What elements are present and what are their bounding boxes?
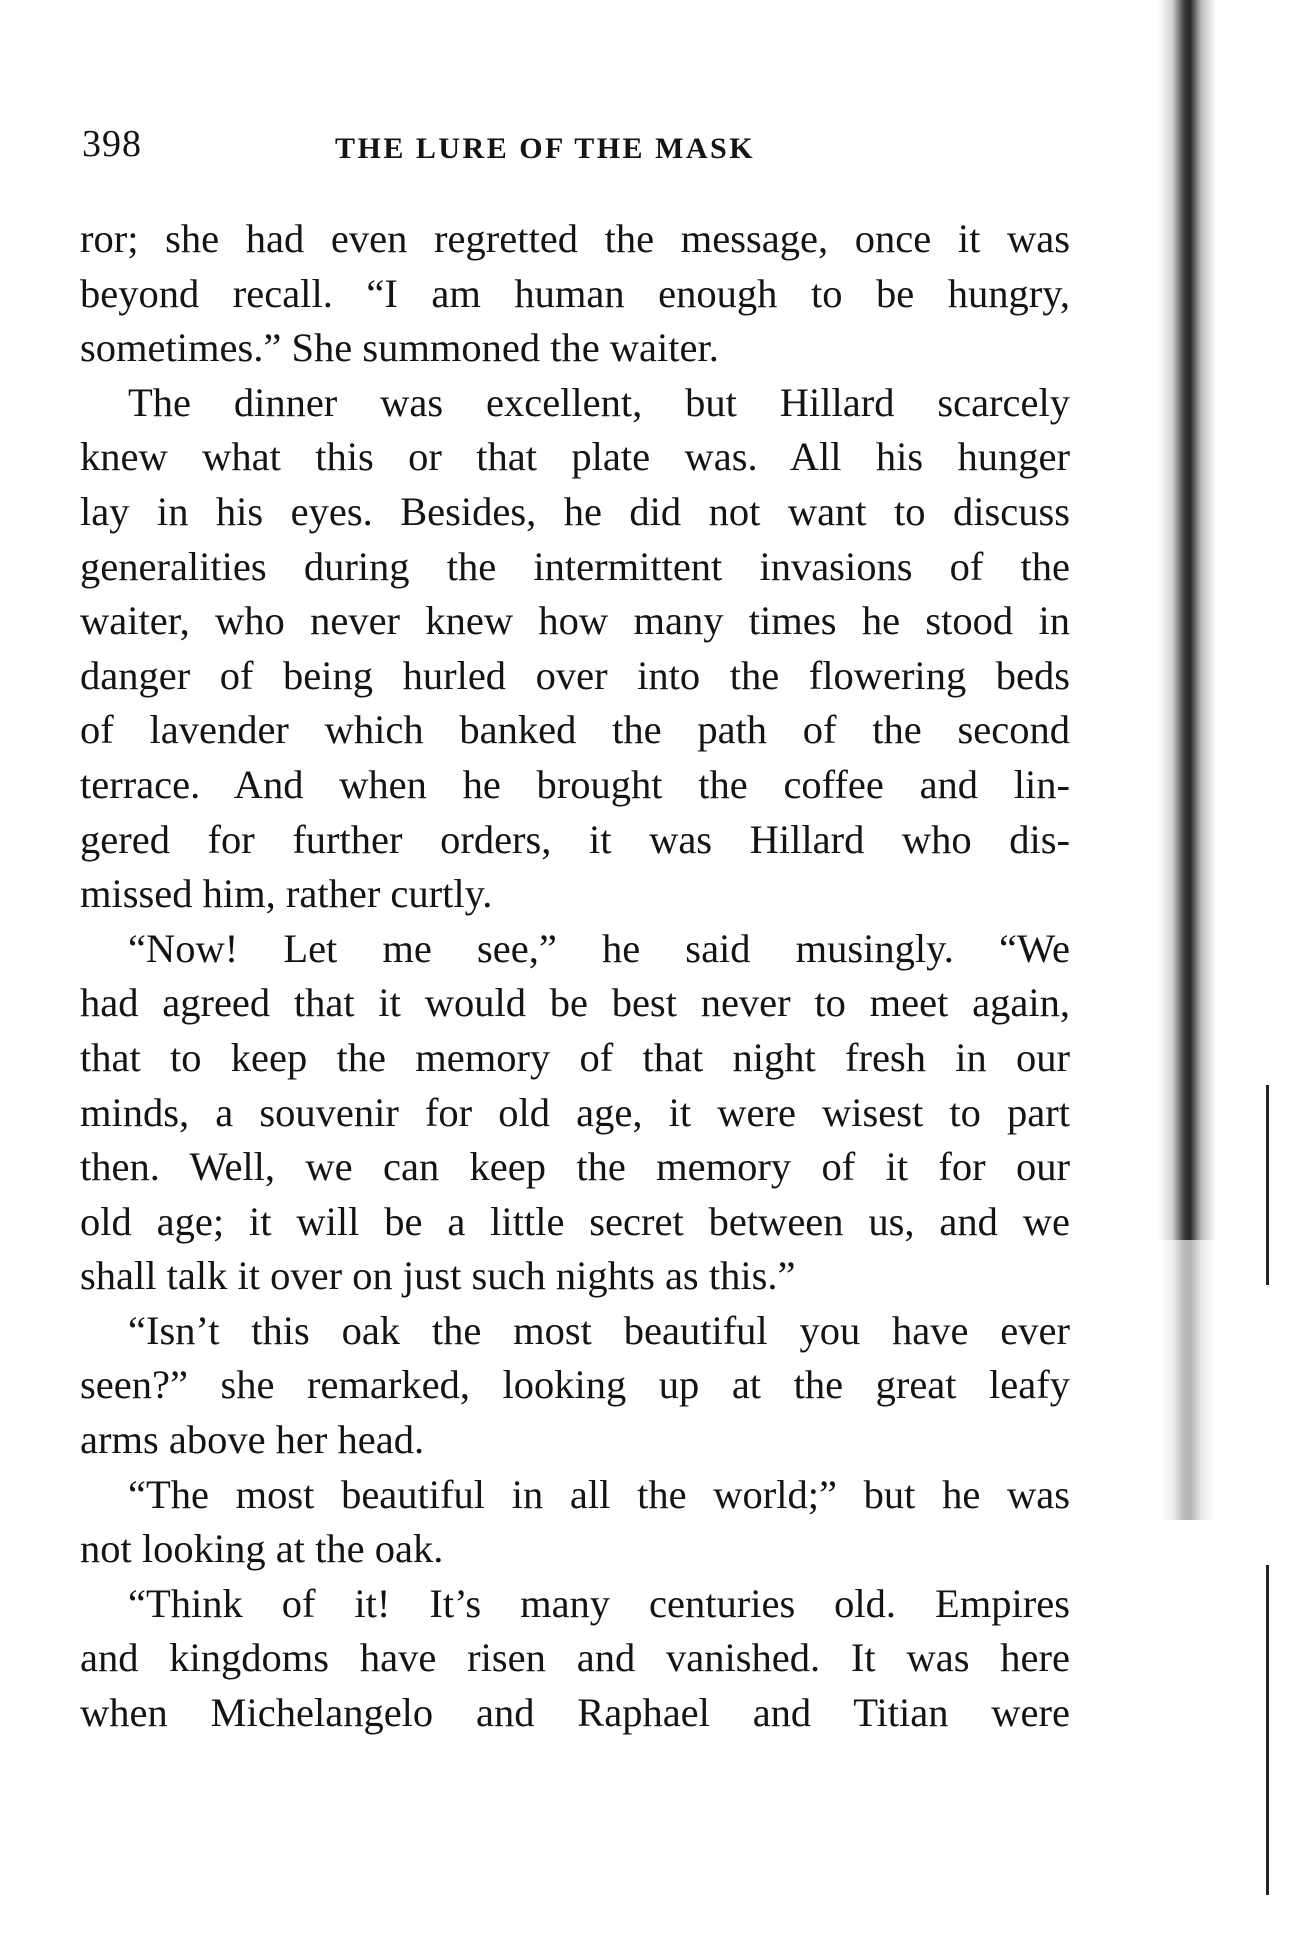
text-line: terrace. And when he brought the coffee and lin- xyxy=(80,761,1070,807)
text-line: knew what this or that plate was. All his hunger xyxy=(80,434,1070,480)
text-line: and kingdoms have risen and vanished. It was here xyxy=(80,1635,1070,1681)
text-line: lay in his eyes. Besides, he did not want to discuss xyxy=(80,488,1070,534)
text-line: old age; it will be a little secret between us, and we xyxy=(80,1198,1070,1244)
text-line: sometimes.” She summoned the waiter. xyxy=(80,325,719,371)
text-line: “Isn’t this oak the most beautiful you have ever xyxy=(128,1307,1070,1353)
text-line: of lavender which banked the path of the second xyxy=(80,707,1070,753)
text-line: then. Well, we can keep the memory of it for our xyxy=(80,1144,1070,1190)
text-line: not looking at the oak. xyxy=(80,1526,444,1572)
running-title: THE LURE OF THE MASK xyxy=(335,132,756,165)
text-line: had agreed that it would be best never to meet again, xyxy=(80,980,1070,1026)
text-line: “Think of it! It’s many centuries old. Empires xyxy=(128,1580,1070,1626)
text-line: that to keep the memory of that night fresh in our xyxy=(80,1034,1070,1080)
text-line: shall talk it over on just such nights as this.” xyxy=(80,1253,796,1299)
text-line: waiter, who never knew how many times he stood in xyxy=(80,598,1070,644)
page-number: 398 xyxy=(82,123,142,165)
text-line: seen?” she remarked, looking up at the great leafy xyxy=(80,1362,1070,1408)
text-line: arms above her head. xyxy=(80,1417,425,1463)
text-line: beyond recall. “I am human enough to be hungry, xyxy=(80,270,1070,316)
binding-shadow-lower xyxy=(1158,1240,1216,1520)
text-line: “Now! Let me see,” he said musingly. “We xyxy=(128,925,1070,971)
page-edge-line xyxy=(1266,1085,1269,1285)
text-line: generalities during the intermittent invasions of the xyxy=(80,543,1070,589)
text-line: ror; she had even regretted the message, once it was xyxy=(80,216,1070,261)
binding-shadow xyxy=(1158,0,1216,1240)
running-header xyxy=(82,122,1072,182)
text-line: danger of being hurled over into the flowering beds xyxy=(80,652,1070,698)
text-line: gered for further orders, it was Hillard who dis- xyxy=(80,816,1070,862)
text-line: when Michelangelo and Raphael and Titian were xyxy=(80,1690,1070,1736)
text-line: missed him, rather curtly. xyxy=(80,871,493,917)
text-line: The dinner was excellent, but Hillard scarcely xyxy=(128,379,1070,425)
page-edge-line xyxy=(1266,1565,1269,1895)
body-text xyxy=(80,212,1070,1741)
text-line: “The most beautiful in all the world;” but he was xyxy=(128,1471,1070,1517)
text-line: minds, a souvenir for old age, it were wisest to part xyxy=(80,1089,1070,1135)
